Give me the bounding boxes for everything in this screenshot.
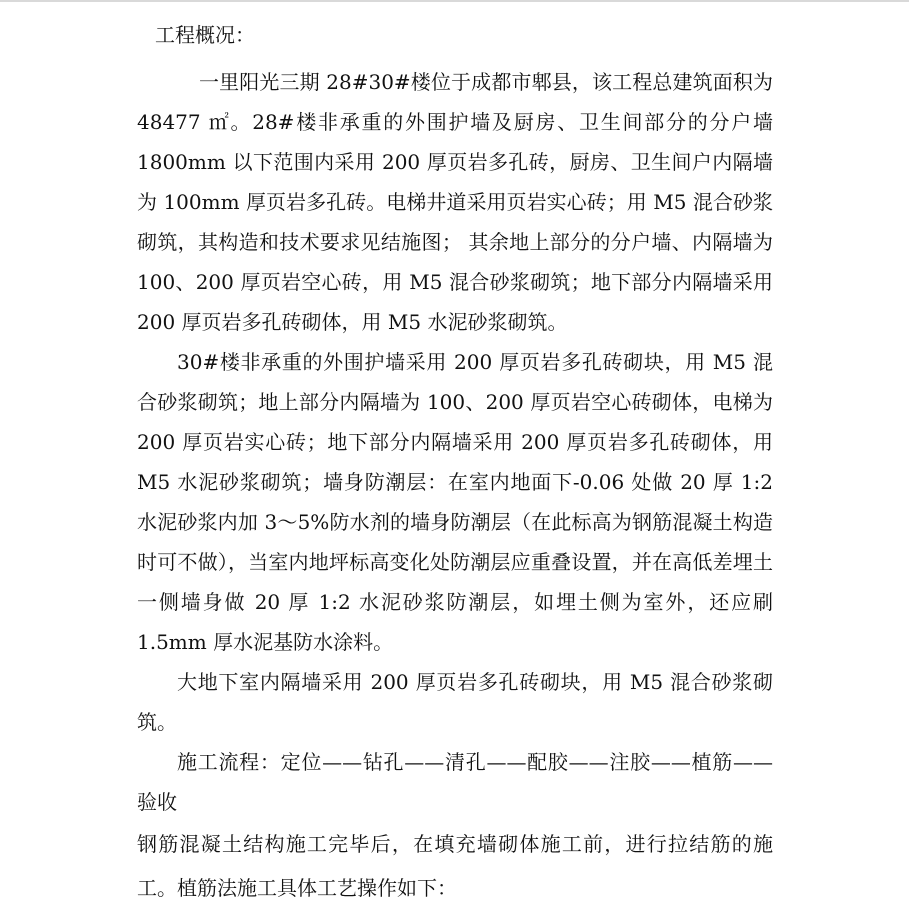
document-page xyxy=(137,22,773,910)
paragraph-building-30: 30#楼非承重的外围护墙采用 200 厚页岩多孔砖砌块，用 M5 混合砂浆砌筑；地上部分内隔墙为 100、200 厚页岩空心砖砌体，电梯为 200 厚页岩实心砖；地下部分内隔墙采用 200 厚页岩多孔砖砌体，用 M5 水泥砂浆砌筑；墙身防潮层：在室内地面下-0.06 处做 20 厚 1:2 水泥砂浆内加 3～5%防水剂的墙身防潮层（在此标高为钢筋混凝土构造时可不做），当室内地坪标高变化处防潮层应重叠设置，并在高低差埋土一侧墙身做 20 厚 1:2 水泥砂浆防潮层，如埋土侧为室外，还应刷 1.5mm 厚水泥基防水涂料。 xyxy=(137,350,773,654)
paragraph-overview-28: 一里阳光三期 28#30#楼位于成都市郫县，该工程总建筑面积为 48477 ㎡。28#楼非承重的外围护墙及厨房、卫生间部分的分户墙 1800mm 以下范围内采用 200 厚页岩多孔砖，厨房、卫生间户内隔墙为 100mm 厚页岩多孔砖。电梯井道采用页岩实心砖；用 M5 混合砂浆砌筑，其构造和技术要求见结施图； 其余地上部分的分户墙、内隔墙为 100、200 厚页岩空心砖，用 M5 混合砂浆砌筑；地下部分内隔墙采用 200 厚页岩多孔砖砌体，用 M5 水泥砂浆砌筑。 xyxy=(137,70,773,334)
paragraph-basement: 大地下室内隔墙采用 200 厚页岩多孔砖砌块，用 M5 混合砂浆砌筑。 xyxy=(137,670,773,734)
paragraph-construction-flow: 施工流程：定位——钻孔——清孔——配胶——注胶——植筋——验收 xyxy=(137,750,773,814)
section-heading: 工程概况： xyxy=(155,23,255,47)
paragraph-rebar-planting: 钢筋混凝土结构施工完毕后，在填充墙砌体施工前，进行拉结筋的施工。植筋法施工具体工艺操作如下： xyxy=(137,832,773,900)
top-border-line xyxy=(0,0,909,2)
